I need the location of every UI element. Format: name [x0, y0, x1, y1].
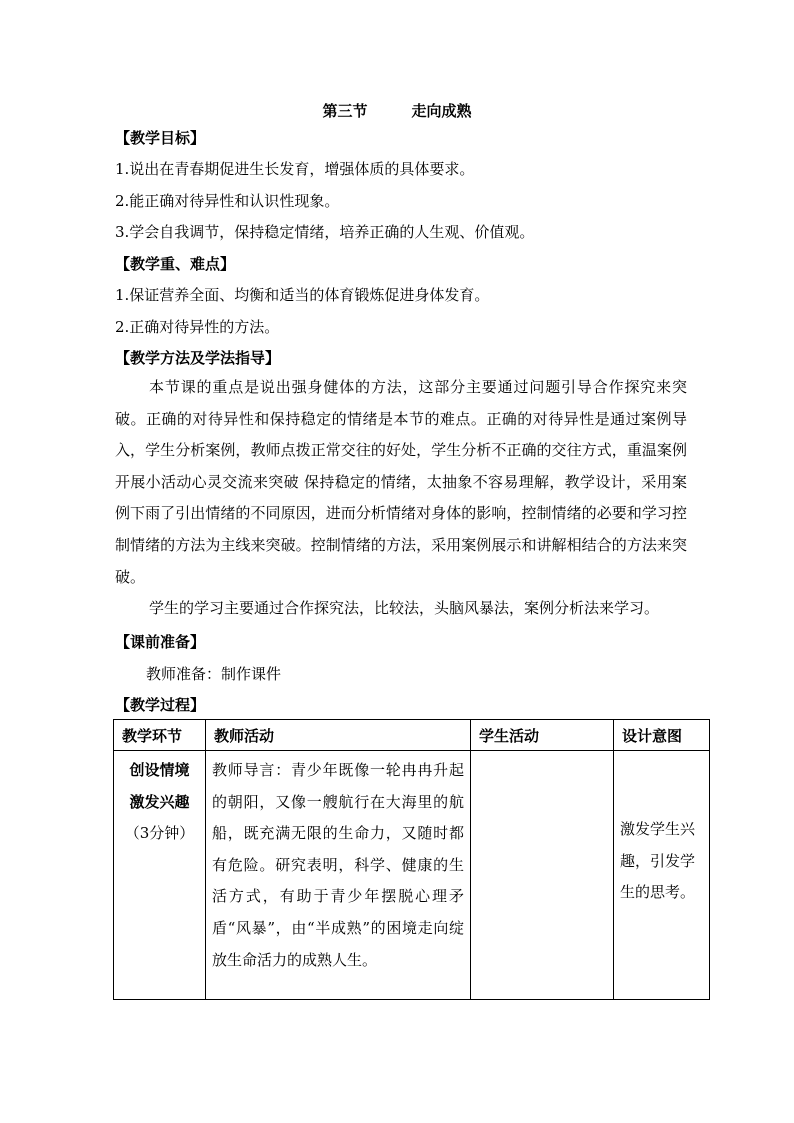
key-points-heading: 【教学重、难点】 — [115, 255, 236, 273]
column-header: 教师活动 — [206, 720, 471, 751]
methods-paragraph-students: 学生的学习主要通过合作探究法，比较法，头脑风暴法，案例分析法来学习。 — [149, 599, 660, 617]
table-row — [114, 751, 710, 1000]
section-number: 第三节 — [322, 102, 368, 120]
column-header: 学生活动 — [471, 720, 614, 751]
process-table — [113, 719, 710, 1000]
methods-paragraph: 本节课的重点是说出强身健体的方法，这部分主要通过问题引导合作探究来突破。正确的对待异性和保持稳定的情绪是本节的难点。正确的对待异性是通过案例导入，学生分析案例，教师点拨正常交往的好处，学生分析不正确的交往方式，重温案例开展小活动心灵交流来突破 保持稳定的情绪，太抽象不容易理解，教学设计，采用案例下雨了引出情绪的不同原因，进而分析情绪对身体的影响，控制情绪的必要和学习控制情绪的方法为主线来突破。控制情绪的方法，采用案例展示和讲解相结合的方法来突破。 — [115, 378, 687, 586]
stage-name: 创设情境 — [129, 761, 190, 779]
design-intent-cell: 激发学生兴趣，引发学生的思考。 — [614, 751, 710, 1000]
process-heading: 【教学过程】 — [115, 696, 206, 714]
objective-item: 2.能正确对待异性和认识性现象。 — [115, 192, 340, 210]
objective-item: 3.学会自我调节，保持稳定情绪，培养正确的人生观、价值观。 — [115, 223, 535, 241]
preparation-heading: 【课前准备】 — [115, 633, 206, 651]
objectives-heading: 【教学目标】 — [115, 129, 206, 147]
objective-item: 1.说出在青春期促进生长发育，增强体质的具体要求。 — [115, 160, 475, 178]
methods-heading: 【教学方法及学法指导】 — [115, 349, 281, 367]
column-header: 设计意图 — [614, 720, 710, 751]
stage-name: 激发兴趣 — [129, 792, 190, 811]
stage-time: （3分钟） — [124, 824, 195, 843]
preparation-text: 教师准备：制作课件 — [146, 665, 282, 683]
teacher-activity-cell: 教师导言：青少年既像一轮冉冉升起的朝阳，又像一艘航行在大海里的航船，既充满无限的生命力，又随时都有危险。研究表明，科学、健康的生活方式，有助于青少年摆脱心理矛盾“风暴”，由“半成熟”的困境走向绽放生命活力的成熟人生。 — [206, 751, 471, 1000]
key-point-item: 2.正确对待异性的方法。 — [115, 318, 280, 336]
page-title — [0, 100, 794, 121]
stage-cell — [114, 751, 206, 1000]
section-title: 走向成熟 — [411, 102, 472, 120]
student-activity-cell — [471, 751, 614, 1000]
table-header-row — [114, 720, 710, 751]
key-point-item: 1.保证营养全面、均衡和适当的体育锻炼促进身体发育。 — [115, 286, 490, 304]
column-header: 教学环节 — [114, 720, 206, 751]
